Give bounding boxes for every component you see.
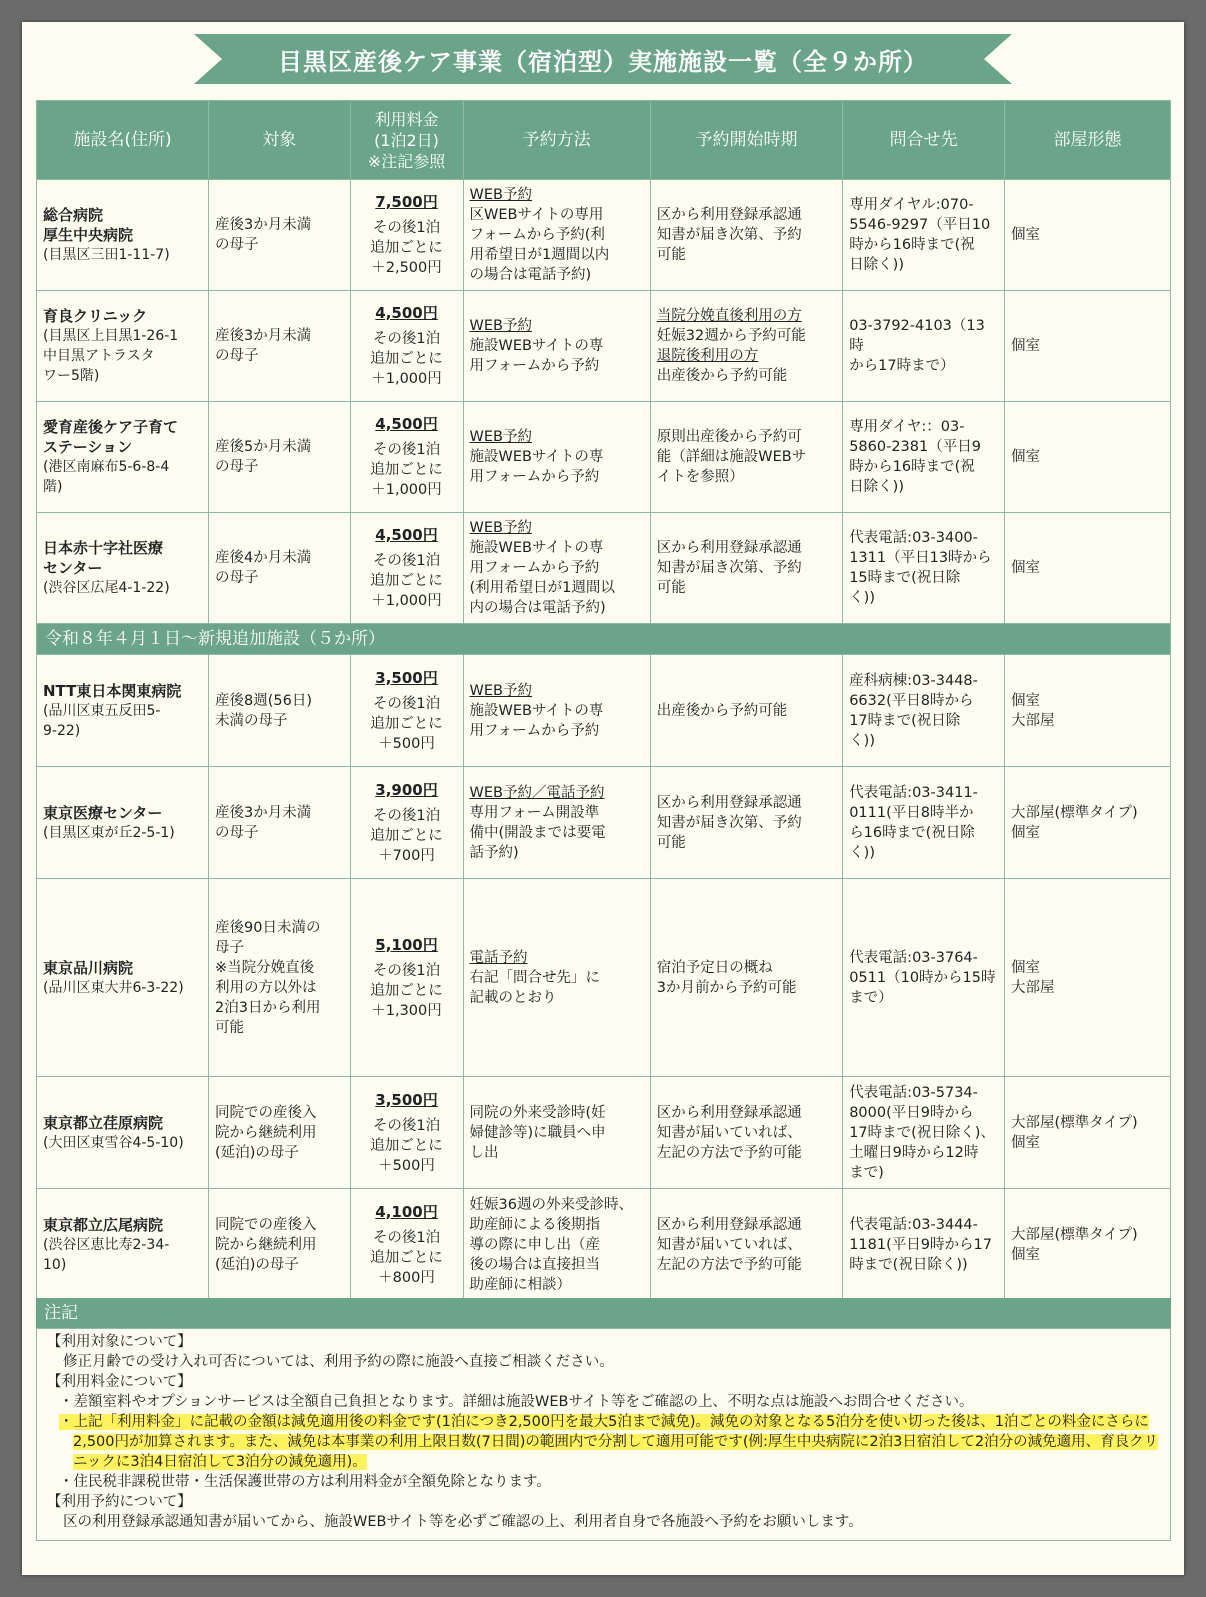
method-cell (463, 655, 650, 767)
cell-line: 東京都立荏原病院 (43, 1113, 164, 1132)
room-cell (1005, 291, 1171, 402)
start-cell (650, 879, 842, 1077)
cell-line: 追加ごとに (370, 1249, 443, 1266)
cell-line: 日除く)) (849, 257, 905, 273)
contact-cell (843, 655, 1005, 767)
title-banner (194, 34, 1012, 84)
cell-line: 産後3か月未満 (215, 328, 312, 344)
facility-name-cell (37, 291, 209, 402)
cell-line: 追加ごとに (370, 351, 443, 367)
table-row (37, 1189, 1171, 1301)
start-cell (650, 291, 842, 402)
cell-line: 区から利用登録承認通 (656, 540, 802, 556)
table-header-row (37, 101, 1171, 180)
room-cell (1005, 1189, 1171, 1301)
price: 4,500円 (375, 526, 438, 544)
table-row (37, 402, 1171, 513)
cell-line: その後1泊 (372, 442, 441, 458)
cell-line: 施設WEBサイトの専 (469, 449, 604, 465)
cell-line: く)) (849, 844, 876, 861)
cell-line: 0111(平日8時半か (849, 804, 974, 821)
method-title: WEB予約／電話予約 (469, 784, 605, 801)
cell-line: し出 (469, 1144, 499, 1161)
cell-line: 17時まで(祝日除 (849, 712, 961, 729)
method-cell (463, 291, 650, 402)
target-cell (209, 513, 350, 624)
cell-line: 追加ごとに (370, 827, 443, 844)
cell-line: 個室 (1011, 1246, 1041, 1263)
cell-line: センター (43, 559, 103, 577)
price: 3,500円 (375, 1090, 438, 1109)
cell-line: 内の場合は電話予約) (469, 600, 606, 616)
cell-line: 婦健診等)に職員へ申 (469, 1124, 606, 1141)
cell-line: 区から利用登録承認通 (656, 207, 802, 223)
cell-line: 産後8週(56日) (215, 692, 313, 709)
cell-line: 日除く)) (849, 479, 905, 495)
notes-heading: 注記 (36, 1298, 1171, 1328)
cell-line: 東京品川病院 (43, 958, 134, 977)
cell-line: 階) (43, 479, 63, 495)
method-cell (463, 1077, 650, 1189)
contact-cell (843, 513, 1005, 624)
header-contact: 問合せ先 (843, 101, 1005, 180)
target-cell (209, 879, 350, 1077)
method-title: WEB予約 (469, 318, 532, 334)
cell-line: 個室 (1011, 824, 1041, 841)
facility-table (36, 100, 1171, 1301)
cell-line: 9-22) (43, 722, 81, 739)
cell-line: 1181(平日9時から17 (849, 1236, 992, 1253)
cell-line: の場合は電話予約) (469, 267, 592, 283)
cell-line: 愛育産後ケア子育て (43, 418, 179, 436)
cell-line: く)) (849, 590, 876, 606)
room-cell (1005, 180, 1171, 291)
fee-cell (350, 402, 463, 513)
cell-line: 助産師による後期指 (469, 1216, 600, 1233)
cell-line: 備中(開設までは要電 (469, 824, 606, 841)
cell-line: (品川区東大井6-3-22) (43, 979, 184, 996)
room-cell (1005, 655, 1171, 767)
cell-line: 宿泊予定日の概ね (656, 959, 773, 976)
cell-line: 個室 (1011, 1134, 1041, 1151)
document-page (22, 22, 1184, 1575)
extra-fee: ＋2,500円 (371, 260, 442, 276)
target-cell (209, 291, 350, 402)
start-cell (650, 402, 842, 513)
extra-fee: ＋500円 (378, 735, 435, 752)
cell-line: (目黒区上目黒1-26-1 (43, 328, 179, 344)
section-separator: 令和８年４月１日～新規追加施設（５か所） (37, 624, 1171, 655)
cell-line: 個室 (1011, 560, 1041, 576)
contact-cell (843, 402, 1005, 513)
cell-line: 右記「問合せ先」に (469, 969, 600, 986)
method-cell (463, 513, 650, 624)
fee-cell (350, 655, 463, 767)
start-cell (650, 180, 842, 291)
cell-line: 知書が届いていれば、 (656, 1124, 802, 1141)
method-cell (463, 767, 650, 879)
cell-line: まで) (849, 1164, 884, 1181)
facility-name-cell (37, 180, 209, 291)
cell-line: 同院での産後入 (215, 1104, 317, 1121)
method-title: WEB予約 (469, 520, 532, 536)
cell-line: の母子 (215, 348, 259, 364)
cell-line: 厚生中央病院 (43, 226, 134, 244)
cell-line: 大部屋(標準タイプ) (1011, 804, 1138, 821)
cell-line: 妊娠36週の外来受診時、 (469, 1196, 633, 1213)
cell-line: 区WEBサイトの専用 (469, 207, 604, 223)
target-cell (209, 1077, 350, 1189)
notes-text: 区の利用登録承認通知書が届いてから、施設WEBサイト等を必ずご確認の上、利用者自身で各施設へ予約をお願いします。 (63, 1514, 863, 1530)
cell-line: 17時まで(祝日除く)、 (849, 1124, 995, 1141)
cell-line: ステーション (43, 438, 133, 456)
cell-line: その後1泊 (372, 331, 441, 347)
cell-line: 5860-2381（平日9 (849, 439, 981, 455)
cell-line: 03-3792-4103（13時 (849, 318, 985, 354)
cell-line: 東京医療センター (43, 803, 163, 822)
cell-line: 妊娠32週から予約可能 (656, 328, 806, 344)
cell-line: 施設WEBサイトの専 (469, 338, 604, 354)
cell-line: 代表電話:03-3444- (849, 1216, 978, 1233)
price: 3,500円 (375, 668, 438, 687)
cell-line: 育良クリニック (43, 307, 148, 325)
start-cell (650, 513, 842, 624)
method-cell (463, 180, 650, 291)
fee-cell (350, 879, 463, 1077)
header-method: 予約方法 (463, 101, 650, 180)
facility-name-cell (37, 513, 209, 624)
cell-line: その後1泊 (372, 807, 441, 824)
table-row (37, 291, 1171, 402)
cell-line: (目黒区三田1-11-7) (43, 247, 170, 263)
price: 4,100円 (375, 1202, 438, 1221)
contact-cell (843, 1189, 1005, 1301)
cell-line: 記載のとおり (469, 989, 557, 1006)
cell-line: ※当院分娩直後 (215, 959, 315, 976)
header-room: 部屋形態 (1005, 101, 1171, 180)
cell-line: 専用ダイヤル:070- (849, 197, 974, 213)
cell-line: 用フォームから予約 (469, 358, 600, 374)
extra-fee: ＋1,000円 (371, 371, 442, 387)
fee-cell (350, 291, 463, 402)
facility-name-cell (37, 879, 209, 1077)
cell-line: 時から16時まで(祝 (849, 459, 975, 475)
cell-line: 左記の方法で予約可能 (656, 1144, 802, 1161)
cell-line: 退院後利用の方 (656, 348, 759, 364)
cell-line: 2泊3日から利用 (215, 999, 321, 1016)
fee-cell (350, 513, 463, 624)
cell-line: の母子 (215, 237, 259, 253)
cell-line: 産後5か月未満 (215, 439, 312, 455)
cell-line: 代表電話:03-3764- (849, 949, 978, 966)
cell-line: 1311（平日13時から (849, 550, 992, 566)
cell-line: 追加ごとに (370, 715, 443, 732)
notes-bullet-highlight (47, 1412, 1160, 1472)
cell-line: 同院での産後入 (215, 1216, 317, 1233)
cell-line: (延泊)の母子 (215, 1144, 299, 1161)
header-fee-line: 利用料金 (374, 109, 439, 129)
contact-cell (843, 767, 1005, 879)
header-fee-line: ※注記参照 (367, 151, 446, 171)
notes-section-title: 【利用予約について】 (47, 1494, 192, 1510)
cell-line: 土曜日9時から12時 (849, 1144, 979, 1161)
target-cell (209, 767, 350, 879)
extra-fee: ＋500円 (378, 1157, 435, 1174)
cell-line: (目黒区東が丘2-5-1) (43, 824, 175, 841)
cell-line: 中目黒アトラスタ (43, 348, 155, 364)
cell-line: NTT東日本関東病院 (43, 681, 182, 700)
cell-line: 5546-9297（平日10 (849, 217, 991, 233)
price: 4,500円 (375, 415, 438, 433)
cell-line: 産後4か月未満 (215, 550, 312, 566)
cell-line: 個室 (1011, 449, 1041, 465)
price: 4,500円 (375, 304, 438, 322)
cell-line: 当院分娩直後利用の方 (656, 308, 802, 324)
cell-line: ら16時まで(祝日除 (849, 824, 975, 841)
cell-line: 用フォームから予約 (469, 722, 600, 739)
table-row (37, 1077, 1171, 1189)
cell-line: 15時まで(祝日除 (849, 570, 961, 586)
cell-line: 総合病院 (43, 206, 104, 224)
notes-text: 修正月齢での受け入れ可否については、利用予約の際に施設へ直接ご相談ください。 (63, 1354, 614, 1370)
cell-line: 個室 (1011, 692, 1041, 709)
table-row (37, 655, 1171, 767)
cell-line: (品川区東五反田5- (43, 702, 161, 719)
facility-name-cell (37, 402, 209, 513)
cell-line: ワー5階) (43, 368, 100, 384)
cell-line: その後1泊 (372, 1229, 441, 1246)
cell-line: 大部屋 (1011, 979, 1055, 996)
method-cell (463, 879, 650, 1077)
room-cell (1005, 1077, 1171, 1189)
notes-bullet: ・住民税非課税世帯・生活保護世帯の方は利用料金が全額免除となります。 (59, 1474, 551, 1490)
cell-line: 可能 (656, 247, 686, 263)
contact-cell (843, 291, 1005, 402)
method-cell (463, 1189, 650, 1301)
cell-line: 知書が届き次第、予約 (656, 227, 802, 243)
table-row (37, 767, 1171, 879)
cell-line: 区から利用登録承認通 (656, 794, 802, 811)
cell-line: (大田区東雪谷4-5-10) (43, 1134, 184, 1151)
cell-line: 後の場合は直接担当 (469, 1256, 600, 1273)
method-cell (463, 402, 650, 513)
target-cell (209, 655, 350, 767)
cell-line: 能（詳細は施設WEBサ (656, 449, 807, 465)
cell-line: 日本赤十字社医療 (43, 539, 164, 557)
cell-line: 知書が届き次第、予約 (656, 560, 802, 576)
room-cell (1005, 402, 1171, 513)
cell-line: 産後3か月未満 (215, 217, 312, 233)
target-cell (209, 402, 350, 513)
cell-line: 施設WEBサイトの専 (469, 540, 604, 556)
cell-line: (利用希望日が1週間以 (469, 580, 615, 596)
cell-line: 10) (43, 1256, 67, 1273)
cell-line: 導の際に申し出（産 (469, 1236, 600, 1253)
fee-cell (350, 1189, 463, 1301)
cell-line: 産後90日未満の (215, 919, 321, 936)
target-cell (209, 1189, 350, 1301)
method-title: 電話予約 (469, 949, 528, 966)
cell-line: (渋谷区広尾4-1-22) (43, 580, 170, 596)
method-title: WEB予約 (469, 187, 532, 203)
contact-cell (843, 879, 1005, 1077)
cell-line: の母子 (215, 459, 259, 475)
cell-line: 利用の方以外は (215, 979, 317, 996)
facility-name-cell (37, 767, 209, 879)
cell-line: (港区南麻布5-6-8-4 (43, 459, 170, 475)
cell-line: 代表電話:03-3400- (849, 530, 978, 546)
cell-line: 専用フォーム開設準 (469, 804, 600, 821)
page-title: 目黒区産後ケア事業（宿泊型）実施施設一覧（全９か所） (278, 47, 928, 76)
cell-line: まで） (849, 989, 893, 1006)
cell-line: その後1泊 (372, 1117, 441, 1134)
cell-line: く)) (849, 732, 876, 749)
cell-line: フォームから予約(利 (469, 227, 605, 243)
cell-line: 追加ごとに (370, 240, 443, 256)
cell-line: 追加ごとに (370, 1137, 443, 1154)
cell-line: 時まで(祝日除く)) (849, 1256, 968, 1273)
section-separator-row (37, 624, 1171, 655)
method-title: WEB予約 (469, 682, 532, 699)
room-cell (1005, 513, 1171, 624)
cell-line: 産後3か月未満 (215, 804, 312, 821)
cell-line: 話予約) (469, 844, 519, 861)
cell-line: 知書が届き次第、予約 (656, 814, 802, 831)
cell-line: 出産後から予約可能 (656, 702, 788, 719)
contact-cell (843, 180, 1005, 291)
method-title: WEB予約 (469, 429, 532, 445)
cell-line: 大部屋(標準タイプ) (1011, 1226, 1138, 1243)
cell-line: 3か月前から予約可能 (656, 979, 797, 996)
cell-line: 可能 (656, 834, 686, 851)
cell-line: 専用ダイヤ:：03- (849, 419, 965, 435)
cell-line: の母子 (215, 824, 259, 841)
cell-line: 大部屋(標準タイプ) (1011, 1114, 1138, 1131)
cell-line: 原則出産後から予約可 (656, 429, 802, 445)
target-cell (209, 180, 350, 291)
cell-line: 助産師に相談） (469, 1276, 571, 1293)
cell-line: 追加ごとに (370, 573, 443, 589)
cell-line: 区から利用登録承認通 (656, 1216, 802, 1233)
price: 5,100円 (375, 935, 438, 954)
cell-line: 出産後から予約可能 (656, 368, 788, 384)
contact-cell (843, 1077, 1005, 1189)
cell-line: 時から16時まで(祝 (849, 237, 975, 253)
cell-line: イトを参照） (656, 469, 744, 485)
fee-cell (350, 180, 463, 291)
cell-line: 6632(平日8時から (849, 692, 974, 709)
cell-line: 院から継続利用 (215, 1236, 317, 1253)
room-cell (1005, 767, 1171, 879)
price: 7,500円 (375, 193, 438, 211)
facility-name-cell (37, 1189, 209, 1301)
cell-line: 未満の母子 (215, 712, 288, 729)
notes-section-title: 【利用対象について】 (47, 1334, 192, 1350)
cell-line: 8000(平日9時から (849, 1104, 974, 1121)
header-fee (350, 101, 463, 180)
cell-line: その後1泊 (372, 695, 441, 712)
cell-line: その後1泊 (372, 962, 441, 979)
header-fee-line: (1泊2日) (374, 130, 439, 150)
header-start: 予約開始時期 (650, 101, 842, 180)
table-row (37, 513, 1171, 624)
facility-name-cell (37, 1077, 209, 1189)
cell-line: 追加ごとに (370, 982, 443, 999)
cell-line: 可能 (656, 580, 686, 596)
cell-line: の母子 (215, 570, 259, 586)
cell-line: 0511（10時から15時 (849, 969, 996, 986)
highlighted-note: ・上記「利用料金」に記載の金額は減免適用後の料金です(1泊につき2,500円を最大5泊まで減免)。減免の対象となる5泊分を使い切った後は、1泊ごとの料金にさらに2,500円が加算されます。また、減免は本事業の利用上限日数(7日間)の範囲内で分割して適用可能です(例:厚生中央病院に2泊3日宿泊して2泊分の減免適用、育良クリニックに3泊4日宿泊して3泊分の減免適用)。 (59, 1414, 1159, 1470)
extra-fee: ＋1,300円 (371, 1002, 442, 1019)
extra-fee: ＋800円 (378, 1269, 435, 1286)
cell-line: 左記の方法で予約可能 (656, 1256, 802, 1273)
cell-line: (渋谷区恵比寿2-34- (43, 1236, 170, 1253)
cell-line: 用フォームから予約 (469, 469, 600, 485)
fee-cell (350, 767, 463, 879)
cell-line: 同院の外来受診時(妊 (469, 1104, 606, 1121)
fee-cell (350, 1077, 463, 1189)
start-cell (650, 655, 842, 767)
extra-fee: ＋1,000円 (371, 593, 442, 609)
cell-line: 代表電話:03-5734- (849, 1084, 978, 1101)
cell-line: 母子 (215, 939, 245, 956)
cell-line: 個室 (1011, 227, 1041, 243)
room-cell (1005, 879, 1171, 1077)
cell-line: から17時まで） (849, 358, 955, 374)
notes-bullet: ・差額室料やオプションサービスは全額自己負担となります。詳細は施設WEBサイト等をご確認の上、不明な点は施設へお問合せください。 (59, 1394, 974, 1410)
cell-line: 個室 (1011, 338, 1041, 354)
notes-box (36, 1328, 1171, 1541)
cell-line: 院から継続利用 (215, 1124, 317, 1141)
extra-fee: ＋1,000円 (371, 482, 442, 498)
table-row (37, 879, 1171, 1077)
cell-line: 可能 (215, 1019, 245, 1036)
start-cell (650, 1077, 842, 1189)
cell-line: 区から利用登録承認通 (656, 1104, 802, 1121)
cell-line: その後1泊 (372, 553, 441, 569)
start-cell (650, 1189, 842, 1301)
table-row (37, 180, 1171, 291)
cell-line: 東京都立広尾病院 (43, 1215, 164, 1234)
cell-line: 追加ごとに (370, 462, 443, 478)
cell-line: 代表電話:03-3411- (849, 784, 978, 801)
cell-line: (延泊)の母子 (215, 1256, 299, 1273)
cell-line: 大部屋 (1011, 712, 1055, 729)
cell-line: 用希望日が1週間以内 (469, 247, 610, 263)
header-target: 対象 (209, 101, 350, 180)
cell-line: その後1泊 (372, 220, 441, 236)
cell-line: 知書が届いていれば、 (656, 1236, 802, 1253)
cell-line: 施設WEBサイトの専 (469, 702, 604, 719)
cell-line: 用フォームから予約 (469, 560, 600, 576)
facility-name-cell (37, 655, 209, 767)
start-cell (650, 767, 842, 879)
price: 3,900円 (375, 780, 438, 799)
cell-line: 産科病棟:03-3448- (849, 672, 978, 689)
cell-line: 個室 (1011, 959, 1041, 976)
notes-section-title: 【利用料金について】 (47, 1374, 192, 1390)
header-name: 施設名(住所) (37, 101, 209, 180)
extra-fee: ＋700円 (378, 847, 435, 864)
